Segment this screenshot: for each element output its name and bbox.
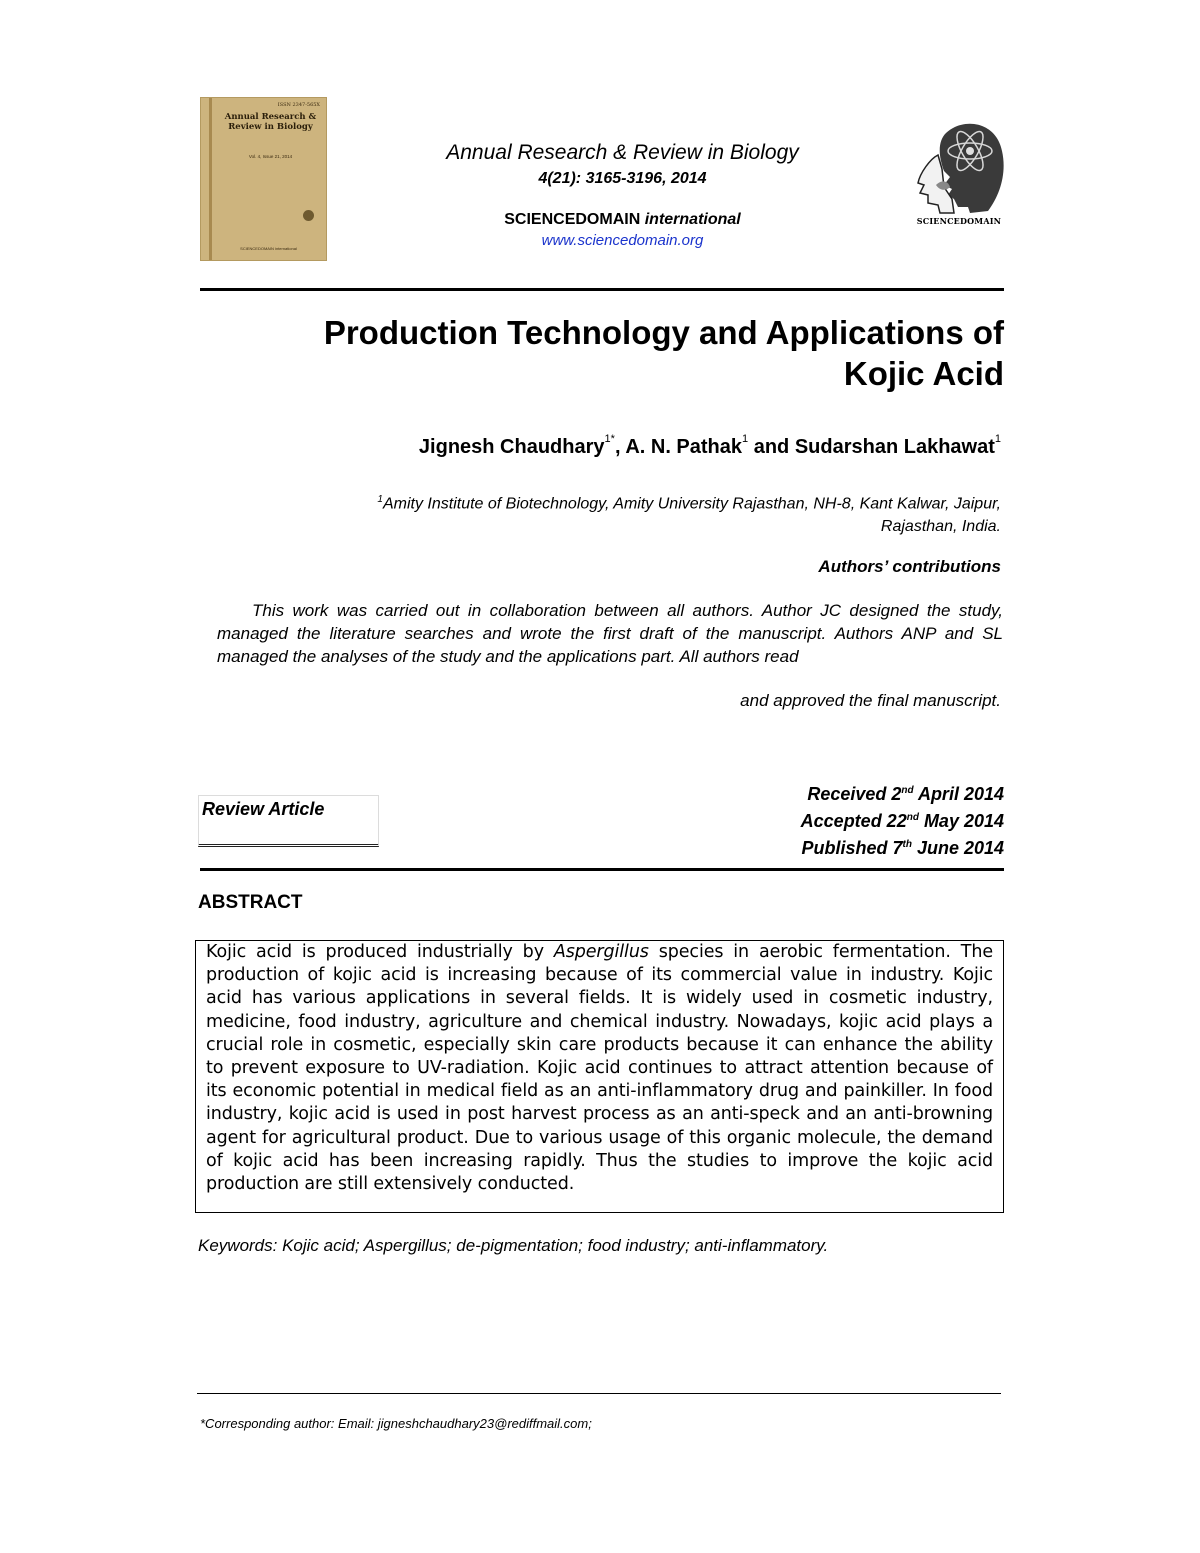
- publisher-logo-icon: [908, 115, 1008, 230]
- author-name: Sudarshan Lakhawat: [794, 436, 995, 458]
- accepted-date-ordinal: nd: [906, 812, 919, 823]
- abstract-italic-term: Aspergillus: [553, 942, 649, 962]
- author-affiliation-mark: 1: [742, 433, 749, 445]
- author-name: Jignesh Chaudhary: [418, 436, 605, 458]
- cover-subtitle: Vol. 4, Issue 21, 2014: [248, 154, 293, 159]
- author-separator: and: [748, 436, 795, 458]
- author-separator: ,: [614, 436, 626, 458]
- cover-title: Annual Research & Review in Biology: [224, 112, 317, 132]
- accepted-date-month: May 2014: [918, 811, 1004, 831]
- published-date: [801, 833, 1004, 860]
- contributions-text: This work was carried out in collaboration between all authors. Author JC designed the study, managed the literature searches and wrote the first draft of the manuscript. Authors ANP and SL managed the analyses of the study and the applications part. All authors read: [217, 601, 1003, 666]
- publisher-name: [330, 211, 915, 229]
- paper-title: [244, 312, 1004, 394]
- abstract-text-rest: species in aerobic fermentation. The production of kojic acid is increasing because of its commercial value in industry. Kojic acid has various applications in several fields. It is widely used in cosmetic industry, medicine, food industry, agriculture and chemical industry. Nowadays, kojic acid plays a crucial role in cosmetic, especially skin care products because it can enhance the ability to prevent exposure to UV-radiation. Kojic acid continues to attract attention because of its economic potential in medical field as an anti-inflammatory drug and painkiller. In food industry, kojic acid is used in post harvest process as an anti-speck and an anti-browning agent for agricultural product. Due to various usage of this organic molecule, the demand of kojic acid has been increasing rapidly. Thus the studies to improve the kojic acid production are still extensively conducted.: [206, 942, 993, 1195]
- published-date-month: June 2014: [911, 838, 1004, 858]
- received-date-text: Received 2: [807, 784, 902, 804]
- abstract-text-start: Kojic acid is produced industrially by: [206, 942, 554, 962]
- publisher-logo-label: SCIENCEDOMAIN: [916, 216, 1002, 226]
- cover-footer: SCIENCEDOMAIN international: [240, 246, 297, 251]
- affiliation-text: Amity Institute of Biotechnology, Amity University Rajasthan, NH-8, Kant Kalwar, Jaipur,: [382, 495, 1001, 513]
- keywords: Keywords: Kojic acid; Aspergillus; de-pigmentation; food industry; anti-inflammatory.: [198, 1236, 829, 1255]
- abstract-text: [196, 941, 1003, 1196]
- journal-title: Annual Research & Review in Biology: [446, 141, 799, 164]
- abstract-box: [195, 940, 1004, 1213]
- affiliation: [221, 488, 1001, 538]
- affiliation-mark: 1: [377, 494, 383, 505]
- published-date-text: Published 7: [801, 838, 903, 858]
- corresponding-author-footnote: *Corresponding author: Email: jigneshchaudhary23@rediffmail.com;: [200, 1416, 592, 1431]
- publisher-name-suffix: international: [644, 211, 741, 228]
- publisher-website-link[interactable]: www.sciencedomain.org: [541, 232, 704, 249]
- published-date-ordinal: th: [902, 839, 912, 850]
- article-type: Review Article: [202, 799, 325, 819]
- cover-code: ISSN 2347-565X: [277, 102, 320, 108]
- accepted-date-text: Accepted 22: [800, 811, 907, 831]
- cover-spine: [209, 98, 212, 260]
- affiliation-line-1: [221, 488, 1001, 515]
- contributions-text-end: and approved the final manuscript.: [740, 691, 1001, 710]
- article-dates: [801, 779, 1004, 860]
- journal-issue: 4(21): 3165-3196, 2014: [538, 170, 707, 187]
- journal-cover-image: [200, 97, 327, 261]
- cover-logo-icon: [303, 210, 314, 221]
- author-name: A. N. Pathak: [625, 436, 743, 458]
- author-list: [241, 433, 1001, 459]
- abstract-divider: [200, 868, 1004, 871]
- author-affiliation-mark: 1: [994, 433, 1001, 445]
- abstract-heading: ABSTRACT: [198, 892, 303, 913]
- received-date: [801, 779, 1004, 806]
- publisher-name-main: SCIENCEDOMAIN: [504, 211, 641, 228]
- author-affiliation-mark: 1*: [604, 433, 615, 445]
- received-date-ordinal: nd: [901, 785, 914, 796]
- footnote-divider: [197, 1393, 1001, 1394]
- accepted-date: [801, 806, 1004, 833]
- affiliation-line-2: Rajasthan, India.: [880, 518, 1001, 536]
- header-divider: [200, 288, 1004, 291]
- paper-title-line-2: Kojic Acid: [843, 355, 1004, 392]
- paper-title-line-1: Production Technology and Applications of: [323, 314, 1004, 351]
- received-date-month: April 2014: [913, 784, 1004, 804]
- contributions-heading: Authors’ contributions: [818, 557, 1001, 576]
